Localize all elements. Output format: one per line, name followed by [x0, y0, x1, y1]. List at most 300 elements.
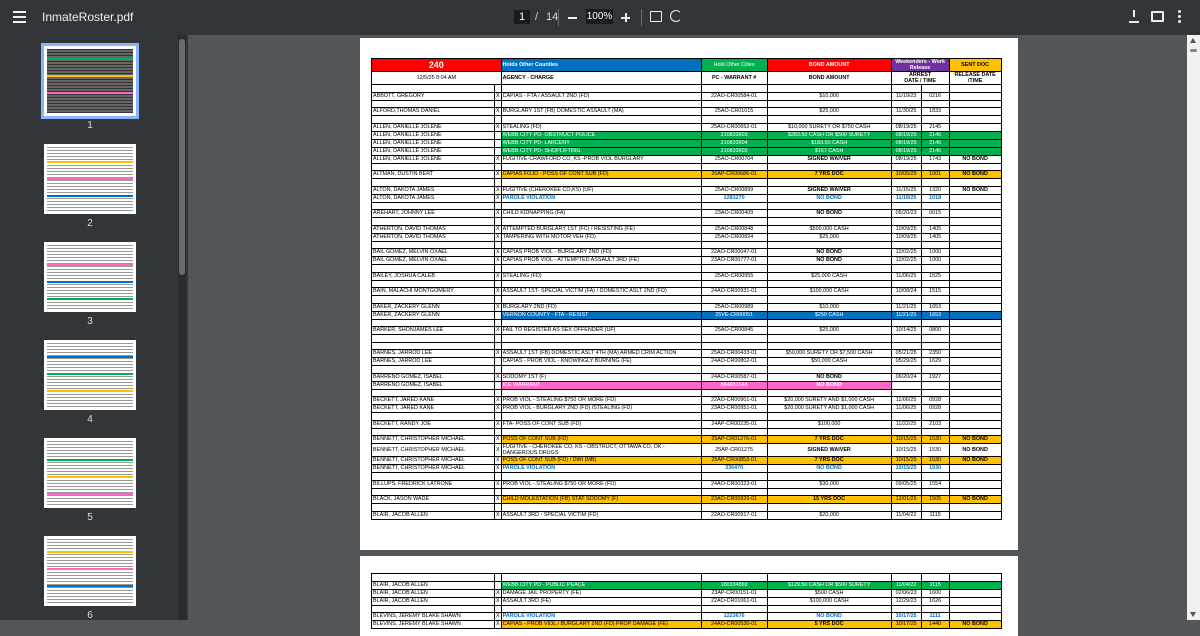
hold-mark: X [495, 444, 502, 457]
charge [501, 342, 701, 350]
arrest-time: 2145 [921, 123, 949, 131]
arrest-date: 12/01/25 [891, 496, 921, 504]
thumbnail-highlight [47, 75, 133, 77]
bond-amount [767, 605, 891, 613]
arrest-time: 1000 [921, 249, 949, 257]
thumbnail-highlight [47, 390, 133, 392]
warrant-number: 210833604 [701, 139, 767, 147]
hold-mark: X [496, 496, 500, 502]
bond-amount: $10,000 [767, 92, 891, 100]
arrest-date [891, 179, 921, 187]
hold-mark [495, 389, 502, 397]
inmate-name: BECKETT, JARED KANE [372, 397, 495, 405]
charge [501, 473, 701, 481]
arrest-date: 10/15/25 [891, 444, 921, 457]
table-row [372, 272, 1002, 280]
charge: CAPIAS PROB VIOL - BURGLARY 2ND (FD) [501, 249, 701, 257]
warrant-number [701, 296, 767, 304]
arrest-date: 10/15/25 [891, 436, 921, 444]
bond-amount: 7 YRS DOC [767, 436, 891, 444]
arrest-time [921, 342, 949, 350]
table-row [372, 413, 1002, 421]
inmate-name [372, 504, 495, 512]
zoom-input[interactable]: 100% [586, 11, 613, 22]
arrest-date: 10/17/25 [891, 613, 921, 621]
inmate-name: BENNETT, CHRISTOPHER MICHAEL [372, 444, 495, 457]
page-thumbnail[interactable] [44, 242, 136, 312]
charge: STEALING (FD) [501, 272, 701, 280]
release-status: NO BOND [949, 444, 1001, 457]
download-icon[interactable] [1128, 10, 1140, 24]
inmate-name: ATHERTON, DAVID THOMAS [372, 233, 495, 241]
warrant-number: 25VE-CR00051 [701, 311, 767, 319]
release-status [949, 428, 1001, 436]
table-row [372, 428, 1002, 436]
charge [501, 241, 701, 249]
hold-mark [495, 139, 502, 147]
toolbar-divider [641, 9, 642, 26]
release-status [949, 574, 1001, 582]
warrant-number: 24AO-CR00587-01 [701, 373, 767, 381]
arrest-date [891, 473, 921, 481]
charge [501, 296, 701, 304]
bond-amount: $20,000 SURETY AND $1,000 CASH [767, 397, 891, 405]
zoom-in-icon[interactable] [619, 9, 633, 25]
inmate-name [372, 366, 495, 374]
arrest-time: 1629 [921, 358, 949, 366]
hold-mark: X [496, 249, 500, 255]
inmate-name: BARRENO GOMEZ, ISABEL [372, 381, 495, 389]
inmate-name [372, 319, 495, 327]
release-status [949, 194, 1001, 202]
arrest-time: 1405 [921, 225, 949, 233]
inmate-name: BLACK, JASON WADE [372, 496, 495, 504]
table-row [372, 303, 1002, 311]
bond-amount: SIGNED WAIVER [767, 186, 891, 194]
table-row [372, 92, 1002, 100]
warrant-number [701, 605, 767, 613]
charge: VERNON COUNTY - FTA - RESIST [501, 311, 701, 319]
pc-warrant-header: PC - WARRANT # [701, 72, 767, 85]
bond-amount: $100,000 CASH [767, 288, 891, 296]
release-status [949, 327, 1001, 335]
table-row [372, 179, 1002, 187]
arrest-date: 08/19/25 [891, 155, 921, 163]
table-row [372, 373, 1002, 381]
hold-mark: X [496, 589, 500, 596]
warrant-number [701, 241, 767, 249]
arrest-time [921, 488, 949, 496]
warrant-number [701, 85, 767, 93]
warrant-number: 1283270 [701, 194, 767, 202]
inmate-name: ABBOTT, GREGORY [372, 92, 495, 100]
charge [501, 85, 701, 93]
arrest-label: ARREST [909, 72, 932, 78]
release-status: NO BOND [949, 496, 1001, 504]
thumbnail-highlight [47, 551, 133, 553]
hold-mark: X [496, 303, 500, 310]
warrant-number [701, 488, 767, 496]
arrest-date: 02/06/23 [891, 589, 921, 597]
release-status [949, 389, 1001, 397]
hold-mark: X [496, 123, 500, 130]
arrest-time [921, 605, 949, 613]
bond-amount: $250 CASH [767, 311, 891, 319]
bond-amount [767, 100, 891, 108]
warrant-number [701, 574, 767, 582]
arrest-time [921, 574, 949, 582]
table-row [372, 504, 1002, 512]
arrest-time [921, 296, 949, 304]
warrant-number [701, 179, 767, 187]
hold-mark: X [496, 397, 500, 403]
inmate-name: ALLEN, DANIELLE JOLENE [372, 147, 495, 155]
arrest-time [921, 335, 949, 343]
release-status [949, 296, 1001, 304]
bond-amount: $183.50 CASH [767, 139, 891, 147]
table-row [372, 420, 1002, 428]
warrant-number [701, 389, 767, 397]
arrest-time: 2145 [921, 131, 949, 139]
arrest-time [921, 504, 949, 512]
agency-charge-header: AGENCY - CHARGE [501, 72, 701, 85]
arrest-date: 10/17/25 [891, 621, 921, 629]
release-status [949, 280, 1001, 288]
hold-mark: X [496, 480, 500, 487]
page-thumbnail[interactable] [44, 340, 136, 410]
hold-mark: X [496, 420, 500, 427]
table-row [372, 202, 1002, 210]
arrest-date: 05/21/25 [891, 350, 921, 358]
hold-mark: X [496, 171, 500, 177]
warrant-number: 22AO-CR01061-01 [701, 597, 767, 605]
release-status [949, 405, 1001, 413]
arrest-date: 10/14/25 [891, 327, 921, 335]
inmate-name: BARNES, JARROD LEE [372, 350, 495, 358]
charge: ASSAULT 3RD - SPECIAL VICTIM (FD) [501, 511, 701, 519]
arrest-date [891, 202, 921, 210]
table-row [372, 155, 1002, 163]
release-status [949, 488, 1001, 496]
hold-mark: X [496, 350, 500, 356]
arrest-date [891, 413, 921, 421]
thumbnail-highlight [47, 568, 133, 570]
hold-mark: X [496, 465, 500, 471]
arrest-time: 0800 [921, 327, 949, 335]
release-status: NO BOND [949, 171, 1001, 179]
scroll-down-icon[interactable] [1190, 612, 1196, 617]
table-row [372, 613, 1002, 621]
table-row [372, 465, 1002, 473]
hold-mark [495, 488, 502, 496]
thumbnail-preview [47, 441, 133, 505]
menu-icon[interactable] [10, 8, 30, 28]
arrest-date [891, 335, 921, 343]
sidebar-scrollbar-thumb[interactable] [179, 39, 185, 275]
thumbnail-highlight [47, 476, 133, 478]
charge [501, 413, 701, 421]
warrant-number: 23AO-CR00926-01 [701, 496, 767, 504]
bond-amount: 7 YRS DOC [767, 457, 891, 465]
release-status [949, 342, 1001, 350]
release-status [949, 311, 1001, 319]
arrest-time [921, 163, 949, 171]
hold-mark [495, 218, 502, 226]
arrest-time: 0015 [921, 210, 949, 218]
fit-page-icon[interactable] [650, 11, 662, 22]
charge: STEALING (FD) [501, 123, 701, 131]
arrest-date [891, 428, 921, 436]
thumbnail-highlight [47, 161, 133, 163]
arrest-time: 1653 [921, 311, 949, 319]
release-status [949, 288, 1001, 296]
table-row [372, 597, 1002, 605]
zoom-out-icon[interactable] [566, 9, 580, 25]
arrest-time: 2145 [921, 139, 949, 147]
release-status [949, 179, 1001, 187]
release-status: NO BOND [949, 436, 1001, 444]
bond-amount [767, 202, 891, 210]
bond-amount: $283.50 CASH OR $500 SURETY [767, 131, 891, 139]
table-row [372, 496, 1002, 504]
warrant-number: 25AO-CR00433-01 [701, 350, 767, 358]
release-status: NO BOND [949, 621, 1001, 629]
bond-amount: $50,000 SURETY OR $7,500 CASH [767, 350, 891, 358]
arrest-date: 11/04/22 [891, 581, 921, 589]
table-row [372, 225, 1002, 233]
inmate-name: BAIL GOMEZ, MELVIN OXAEL [372, 257, 495, 265]
charge [501, 428, 701, 436]
table-row [372, 389, 1002, 397]
page-thumbnail[interactable] [44, 438, 136, 508]
warrant-number: 25AO-CR00824 [701, 233, 767, 241]
table-row [372, 131, 1002, 139]
bond-amount: NO BOND [767, 613, 891, 621]
warrant-number: 23AP-CR00151-01 [701, 589, 767, 597]
warrant-number: 25AO-CR00955 [701, 272, 767, 280]
hold-mark: X [496, 436, 500, 442]
table-row [372, 605, 1002, 613]
page-thumbnail[interactable] [44, 46, 136, 116]
arrest-time [921, 389, 949, 397]
arrest-date: 11/06/25 [891, 272, 921, 280]
table-row [372, 249, 1002, 257]
table-row [372, 480, 1002, 488]
warrant-number: 25AO-CR00704 [701, 155, 767, 163]
inmate-name: BAKER, ZACKERY GLENN [372, 311, 495, 319]
sent-doc-header: SENT DOC [949, 59, 1001, 72]
arrest-time: 1115 [921, 511, 949, 519]
warrant-number [701, 473, 767, 481]
charge [501, 280, 701, 288]
arrest-time [921, 218, 949, 226]
arrest-date [891, 296, 921, 304]
release-status [949, 123, 1001, 131]
release-status [949, 613, 1001, 621]
arrest-date [891, 389, 921, 397]
release-status [949, 605, 1001, 613]
hold-mark [495, 85, 502, 93]
weekenders-header: Weekenders - Work Release [891, 59, 949, 72]
thumbnail-highlight [47, 178, 133, 180]
scroll-up-icon[interactable] [1190, 38, 1196, 43]
charge [501, 389, 701, 397]
inmate-name: BECKETT, JARED KANE [372, 405, 495, 413]
bond-amount: $100,000 [767, 420, 891, 428]
inmate-name [372, 389, 495, 397]
release-status: NO BOND [949, 186, 1001, 194]
bond-amount: NO BOND [767, 257, 891, 265]
warrant-number: 20AP-CR00686-01 [701, 171, 767, 179]
bond-amount [767, 116, 891, 124]
bond-amount [767, 319, 891, 327]
document-scrollbar-thumb[interactable] [1190, 49, 1197, 52]
bond-amount [767, 335, 891, 343]
release-status [949, 358, 1001, 366]
arrest-date [891, 504, 921, 512]
hold-mark [495, 381, 502, 389]
document-scrollbar[interactable] [1187, 35, 1200, 620]
arrest-date: 11/22/25 [891, 420, 921, 428]
arrest-time [921, 280, 949, 288]
hold-mark: X [496, 155, 500, 162]
arrest-date: 11/21/25 [891, 311, 921, 319]
warrant-number [701, 202, 767, 210]
warrant-number: 24AO-CR00931-01 [701, 288, 767, 296]
table-row [372, 335, 1002, 343]
hold-mark [495, 147, 502, 155]
bond-amount: $30,000 [767, 480, 891, 488]
arrest-date: 11/15/25 [891, 186, 921, 194]
table-row [372, 397, 1002, 405]
hold-mark: X [496, 597, 500, 604]
time-label: /TIME [967, 78, 983, 84]
warrant-number [701, 413, 767, 421]
arrest-time: 1833 [921, 108, 949, 116]
charge: BURGLARY 2ND (FD) [501, 303, 701, 311]
arrest-time [921, 381, 949, 389]
inmate-name: BARRENO GOMEZ, ISABEL [372, 373, 495, 381]
page-number-input[interactable]: 1 [514, 10, 530, 24]
bond-amount: NO BOND [767, 465, 891, 473]
page-thumbnail[interactable] [44, 536, 136, 606]
arrest-time: 1405 [921, 233, 949, 241]
charge: FUGITIVE (CHEROKEE CO,KS) (UF) [501, 186, 701, 194]
page-total: 14 [546, 11, 559, 23]
arrest-date: 12/02/25 [891, 249, 921, 257]
release-status: NO BOND [949, 155, 1001, 163]
table-row [372, 108, 1002, 116]
arrest-date [891, 100, 921, 108]
table-row [372, 265, 1002, 273]
release-status [949, 581, 1001, 589]
inmate-name: ALTON, DAKOTA JAMES [372, 186, 495, 194]
warrant-number [701, 265, 767, 273]
arrest-time [921, 319, 949, 327]
charge: PAROLE VIOLATION [501, 613, 701, 621]
bond-amount: NO BOND [767, 210, 891, 218]
print-icon[interactable] [1151, 11, 1164, 22]
pdf-page-1 [360, 38, 1018, 550]
table-row [372, 581, 1002, 589]
arrest-time: 1530 [921, 457, 949, 465]
inmate-name [372, 116, 495, 124]
bond-amount [767, 179, 891, 187]
inmate-name [372, 605, 495, 613]
inmate-name [372, 428, 495, 436]
bond-amount: NO BOND [767, 194, 891, 202]
bond-amount: $10,000 SURETY OR $750 CASH [767, 123, 891, 131]
arrest-time [921, 85, 949, 93]
inmate-name [372, 342, 495, 350]
release-status [949, 465, 1001, 473]
page-thumbnail-number: 3 [87, 316, 93, 327]
charge [501, 319, 701, 327]
charge [501, 179, 701, 187]
release-status: NO BOND [949, 457, 1001, 465]
warrant-number [701, 163, 767, 171]
inmate-name: ALLEN, DANIELLE JOLENE [372, 131, 495, 139]
release-status [949, 249, 1001, 257]
hold-mark: X [496, 92, 500, 99]
warrant-number: 24AP-CR00235-01 [701, 420, 767, 428]
hold-mark: X [496, 288, 500, 294]
bond-amount: 5 YRS DOC [767, 621, 891, 629]
release-status [949, 335, 1001, 343]
table-row [372, 358, 1002, 366]
inmate-name [372, 100, 495, 108]
hold-mark [495, 163, 502, 171]
release-status [949, 163, 1001, 171]
arrest-time: 1001 [921, 171, 949, 179]
more-options-icon[interactable] [1174, 9, 1184, 25]
hold-mark: X [496, 621, 500, 627]
charge: WEBB CITY PD- OBSTRUCT POLICE [501, 131, 701, 139]
bond-amount: $25,000 [767, 233, 891, 241]
table-row [372, 210, 1002, 218]
table-row [372, 123, 1002, 131]
bond-amount [767, 428, 891, 436]
hold-mark: X [496, 613, 500, 619]
arrest-time [921, 116, 949, 124]
table-row [372, 381, 1002, 389]
sidebar-scrollbar[interactable] [178, 35, 186, 620]
page-thumbnail[interactable] [44, 144, 136, 214]
charge: DAMAGE JAIL PROPERTY (FE) [501, 589, 701, 597]
charge [501, 218, 701, 226]
arrest-time: 1600 [921, 589, 949, 597]
hold-mark: X [496, 186, 500, 193]
warrant-number: 23AO-CR00951-01 [701, 405, 767, 413]
arrest-time: 1115 [921, 581, 949, 589]
table-row [372, 319, 1002, 327]
release-status [949, 210, 1001, 218]
table-row [372, 280, 1002, 288]
warrant-number [701, 428, 767, 436]
rotate-icon[interactable] [670, 10, 682, 22]
pdf-toolbar [0, 0, 1200, 35]
release-status [949, 233, 1001, 241]
thumbnail-highlight [47, 195, 133, 197]
arrest-date: 10/09/25 [891, 233, 921, 241]
bond-amount: $500,000 CASH [767, 225, 891, 233]
arrest-date [891, 280, 921, 288]
charge [501, 335, 701, 343]
arrest-time [921, 179, 949, 187]
hold-mark [495, 342, 502, 350]
release-status [949, 303, 1001, 311]
hold-mark [495, 179, 502, 187]
